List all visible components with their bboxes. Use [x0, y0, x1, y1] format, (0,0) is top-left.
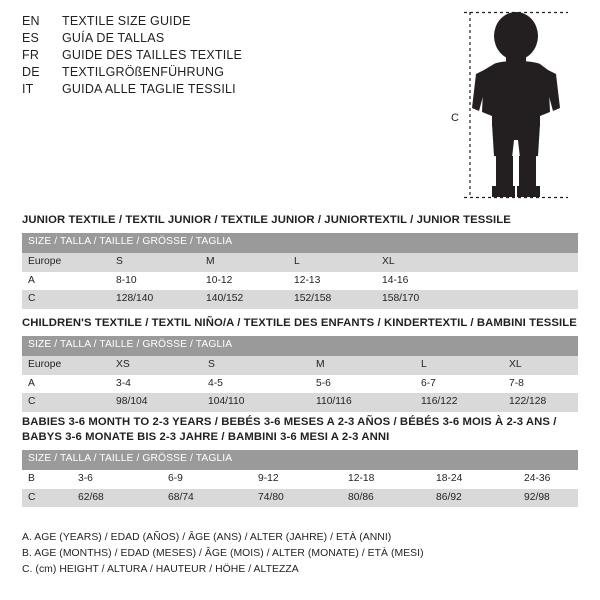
- cell: 24-36: [518, 470, 578, 489]
- row-label: C: [22, 290, 110, 309]
- language-header: [22, 14, 442, 99]
- table-subheader-label: SIZE / TALLA / TAILLE / GRÖSSE / TAGLIA: [22, 233, 578, 253]
- cell: 128/140: [110, 290, 200, 309]
- language-code: FR: [22, 48, 40, 62]
- cell: 158/170: [376, 290, 464, 309]
- language-row: [22, 48, 442, 62]
- language-row: [22, 14, 442, 28]
- language-row: [22, 65, 442, 79]
- table-row: [22, 470, 578, 489]
- language-title: GUIDE DES TAILLES TEXTILE: [62, 48, 243, 62]
- cell: 10-12: [200, 272, 288, 291]
- language-title: GUIDA ALLE TAGLIE TESSILI: [62, 82, 236, 96]
- column-header: Europe: [22, 253, 110, 272]
- cell: 86/92: [430, 489, 518, 508]
- cell: 6-7: [415, 375, 503, 394]
- cell: 4-5: [202, 375, 310, 394]
- column-header: XL: [376, 253, 464, 272]
- language-code: IT: [22, 82, 34, 96]
- cell: 62/68: [72, 489, 162, 508]
- legend-line-age-months: B. AGE (MONTHS) / EDAD (MESES) / ÂGE (MOIS) / ALTER (MONATE) / ETÀ (MESI): [22, 547, 424, 559]
- table-subheader-row: [22, 233, 578, 253]
- table-row: [22, 489, 578, 508]
- column-header: M: [200, 253, 288, 272]
- cell-empty: [464, 272, 578, 291]
- language-code: DE: [22, 65, 40, 79]
- table-subheader-label: SIZE / TALLA / TAILLE / GRÖSSE / TAGLIA: [22, 450, 578, 470]
- table-row: [22, 393, 578, 412]
- row-label: C: [22, 393, 110, 412]
- cell: 7-8: [503, 375, 578, 394]
- cell: 14-16: [376, 272, 464, 291]
- table-row: [22, 375, 578, 394]
- row-label: A: [22, 375, 110, 394]
- table-column-header-row: [22, 356, 578, 375]
- cell: 5-6: [310, 375, 415, 394]
- column-header: L: [288, 253, 376, 272]
- row-label: C: [22, 489, 72, 508]
- cell: 12-18: [342, 470, 430, 489]
- table-subheader-row: [22, 336, 578, 356]
- cell: 80/86: [342, 489, 430, 508]
- cell: 98/104: [110, 393, 202, 412]
- cell: 68/74: [162, 489, 252, 508]
- section-title: CHILDREN'S TEXTILE / TEXTIL NIÑO/A / TEXTILE DES ENFANTS / KINDERTEXTIL / BAMBINI TESSILE: [22, 317, 577, 329]
- column-header: XS: [110, 356, 202, 375]
- cell: 152/158: [288, 290, 376, 309]
- column-header-empty: [464, 253, 578, 272]
- cell: 104/110: [202, 393, 310, 412]
- language-title: TEXTILGRÖßENFÜHRUNG: [62, 65, 225, 79]
- section-title: BABIES 3-6 MONTH TO 2-3 YEARS / BEBÉS 3-6 MESES A 2-3 AÑOS / BÉBÉS 3-6 MOIS À 2-3 ANS / BABYS 3-6 MONATE BIS 2-3 JAHRE / BAMBINI 3-6 MESI A 2-3 ANNI: [22, 416, 557, 443]
- language-code: ES: [22, 31, 40, 45]
- table-subheader-row: [22, 450, 578, 470]
- babies-size-table: [22, 450, 578, 508]
- cell-empty: [464, 290, 578, 309]
- table-row: [22, 272, 578, 291]
- child-silhouette-figure: [448, 8, 588, 203]
- column-header: L: [415, 356, 503, 375]
- section-title: JUNIOR TEXTILE / TEXTIL JUNIOR / TEXTILE JUNIOR / JUNIORTEXTIL / JUNIOR TESSILE: [22, 214, 511, 226]
- cell: 9-12: [252, 470, 342, 489]
- table-column-header-row: [22, 253, 578, 272]
- language-row: [22, 82, 442, 96]
- cell: 122/128: [503, 393, 578, 412]
- children-size-table: [22, 336, 578, 412]
- cell: 74/80: [252, 489, 342, 508]
- legend-line-height: C. (cm) HEIGHT / ALTURA / HAUTEUR / HÖHE / ALTEZZA: [22, 563, 299, 575]
- section-babies-textile: [22, 415, 578, 507]
- column-header: M: [310, 356, 415, 375]
- legend-line-age-years: A. AGE (YEARS) / EDAD (AÑOS) / ÂGE (ANS) / ALTER (JAHRE) / ETÀ (ANNI): [22, 532, 392, 543]
- column-header: S: [202, 356, 310, 375]
- junior-size-table: [22, 233, 578, 309]
- row-label: A: [22, 272, 110, 291]
- table-subheader-label: SIZE / TALLA / TAILLE / GRÖSSE / TAGLIA: [22, 336, 578, 356]
- language-title: GUÍA DE TALLAS: [62, 31, 165, 45]
- column-header: S: [110, 253, 200, 272]
- legend: [22, 530, 578, 577]
- cell: 3-6: [72, 470, 162, 489]
- height-measure-label: C: [451, 112, 459, 124]
- cell: 8-10: [110, 272, 200, 291]
- child-silhouette-icon: [448, 8, 588, 203]
- cell: 3-4: [110, 375, 202, 394]
- cell: 12-13: [288, 272, 376, 291]
- cell: 6-9: [162, 470, 252, 489]
- column-header: XL: [503, 356, 578, 375]
- section-childrens-textile: [22, 316, 578, 412]
- cell: 140/152: [200, 290, 288, 309]
- table-row: [22, 290, 578, 309]
- language-row: [22, 31, 442, 45]
- cell: 116/122: [415, 393, 503, 412]
- column-header: Europe: [22, 356, 110, 375]
- language-title: TEXTILE SIZE GUIDE: [62, 14, 191, 28]
- row-label: B: [22, 470, 72, 489]
- cell: 18-24: [430, 470, 518, 489]
- cell: 92/98: [518, 489, 578, 508]
- section-junior-textile: [22, 213, 578, 309]
- cell: 110/116: [310, 393, 415, 412]
- language-code: EN: [22, 14, 40, 28]
